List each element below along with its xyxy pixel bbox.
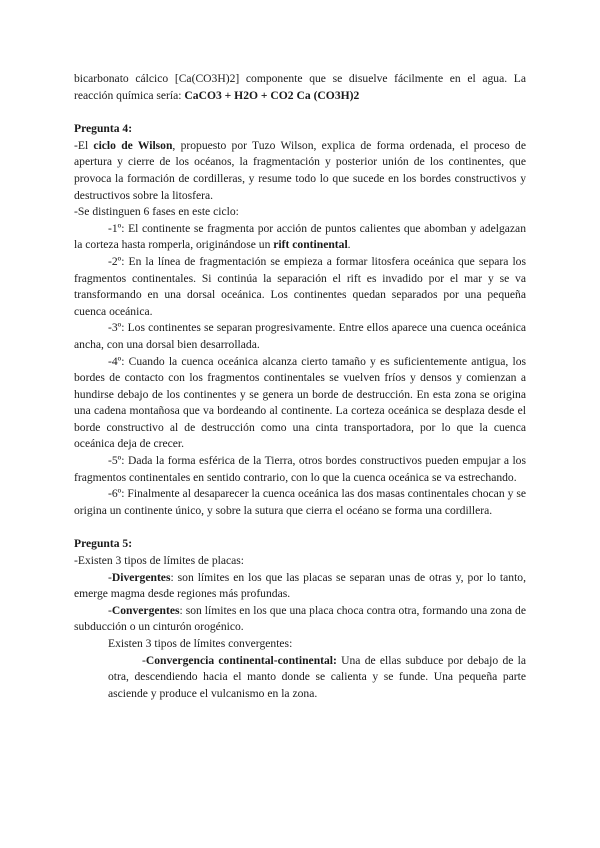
plate-limits-intro: -Existen 3 tipos de límites de placas: xyxy=(74,554,245,568)
continental-continental: -Convergencia continental-continental: Una de ellas subduce por debajo de la otra, descendiendo hacia el manto donde se calienta y se funde. Una pequeña parte asciende y produce el vulcanismo en la zona. xyxy=(108,653,526,700)
intro-paragraph: bicarbonato cálcico [Ca(CO3H)2] componente que se disuelve fácilmente en el agua. La reacción química sería: CaCO3 + H2O + CO2 Ca (CO3H)2 xyxy=(74,72,526,102)
question-4-heading: Pregunta 4: xyxy=(74,122,133,136)
wilson-cycle-term: ciclo de Wilson xyxy=(93,138,173,152)
continental-continental-term: Convergencia continental-continental: xyxy=(145,653,337,667)
document-body xyxy=(74,71,526,702)
convergent-limits: -Convergentes: son límites en los que una placa choca contra otra, formando una zona de subducción o un cinturón orogénico. xyxy=(74,603,526,634)
convergent-types-intro: Existen 3 tipos de límites convergentes: xyxy=(108,637,293,650)
phases-intro: -Se distinguen 6 fases en este ciclo: xyxy=(74,205,239,219)
convergent-term: Convergentes xyxy=(111,603,180,617)
reaction-formula: CaCO3 + H2O + CO2 Ca (CO3H)2 xyxy=(184,88,360,102)
wilson-cycle-paragraph: -El ciclo de Wilson, propuesto por Tuzo Wilson, explica de forma ordenada, el proceso de apertura y cierre de los océanos, la fragmentación y posterior unión de los continentes, que provoca la formación de cordilleras, y resume todo lo que sucede en los bordes constructivos y destructivos sobre la litosfera. xyxy=(74,138,527,202)
phase-2: -2º: En la línea de fragmentación se empieza a formar litosfera oceánica que separa los fragmentos continentales. Si continúa la separación el rift es invadido por el mar y se va transformando en una dorsal oceánica. Los continentes quedan separados por una pequeña cuenca oceánica. xyxy=(74,254,526,318)
divergent-limits: -Divergentes: son límites en los que las placas se separan unas de otras y, por lo tanto, emerge magma desde regiones más profundas. xyxy=(74,570,526,601)
phase-5: -5º: Dada la forma esférica de la Tierra, otros bordes constructivos pueden empujar a los fragmentos continentales en sentido contrario, con lo que la cuenca oceánica se va estrechando. xyxy=(74,454,526,484)
question-5-heading: Pregunta 5: xyxy=(74,537,133,551)
rift-term: rift continental xyxy=(273,238,348,252)
phase-4: -4º: Cuando la cuenca oceánica alcanza cierto tamaño y es suficientemente antigua, los bordes de contacto con los fragmentos continentales se vuelven fríos y densos y comienzan a hundirse debajo de los continentes y se genera un borde de destrucción. En esta zona se origina una cadena montañosa que va bordeando al continente. La corteza oceánica se desplaza desde el borde constructivo al de destrucción como una cinta transportadora, por lo que la cuenca oceánica deja de crecer. xyxy=(74,354,526,451)
phase-3: -3º: Los continentes se separan progresivamente. Entre ellos aparece una cuenca oceánica ancha, con una dorsal bien desarrollada. xyxy=(74,321,526,351)
divergent-term: Divergentes xyxy=(111,570,171,584)
phase-1: -1º: El continente se fragmenta por acción de puntos calientes que abomban y adelgazan la corteza hasta romperla, originándose un rift continental. xyxy=(74,221,526,252)
phase-6: -6º: Finalmente al desaparecer la cuenca oceánica las dos masas continentales chocan y se origina un continente único, y sobre la sutura que cierra el océano se forma una cordillera. xyxy=(74,487,526,517)
